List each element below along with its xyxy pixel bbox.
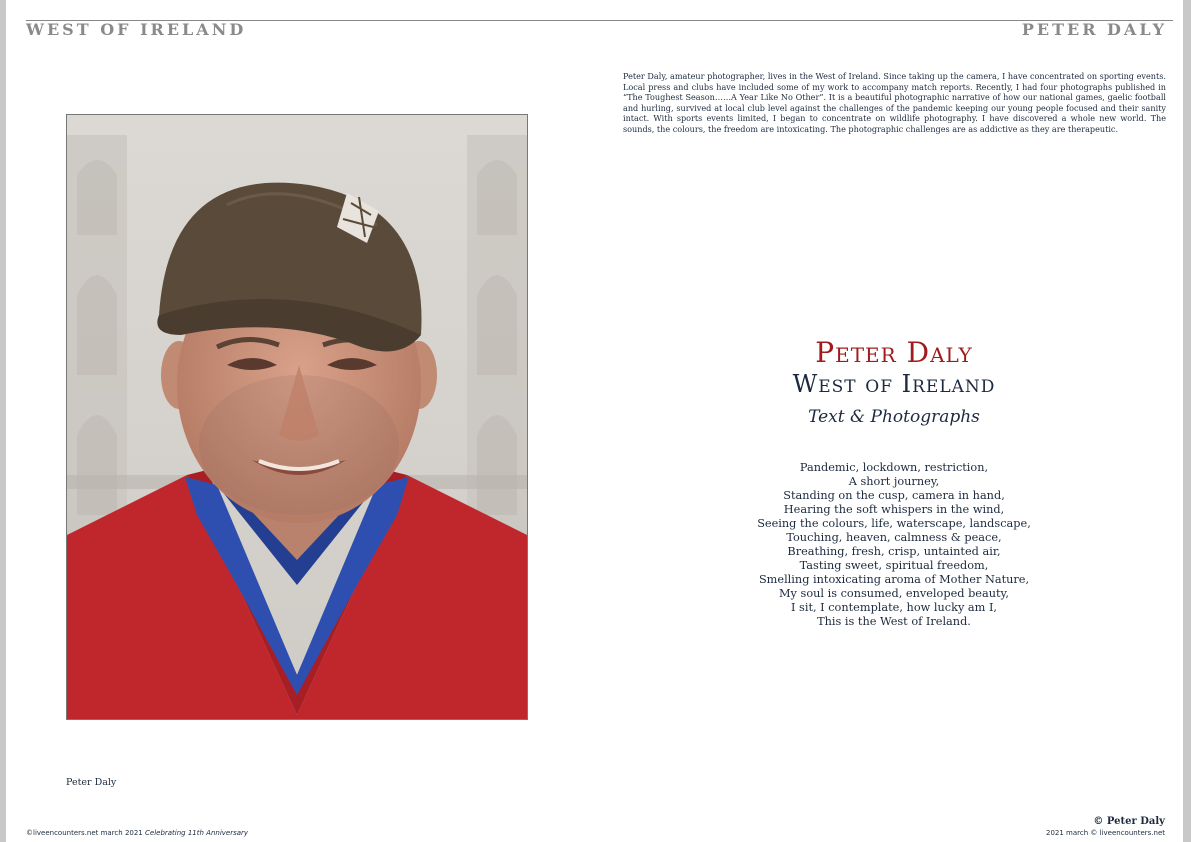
photo-caption: Peter Daly	[66, 777, 117, 788]
intro-paragraph: Peter Daly, amateur photographer, lives in the West of Ireland. Since taking up the camera, I have concentrated on sporting events. Local press and clubs have included some of my work to accompany match reports. Recently, I had four photographs published in “The Toughest Season……A Year Like No Other”. It is a beautiful photographic narrative of how our national games, gaelic football and hurling, survived at local club level against the challenges of the pandemic keeping our young people focused and their sanity intact. With sports events limited, I began to concentrate on wildlife photography. I have discovered a whole new world. The sounds, the colours, the freedom are intoxicating. The photographic challenges are as addictive as they are therapeutic.	[623, 71, 1166, 134]
article-title-name: Peter Daly	[815, 336, 973, 369]
poem-line: My soul is consumed, enveloped beauty,	[778, 587, 1010, 600]
header-author-name: PETER DALY	[1021, 20, 1167, 39]
footer-copyright: ©liveencounters.net march 2021	[26, 829, 143, 837]
poem-line: Touching, heaven, calmness & peace,	[786, 531, 1002, 544]
portrait-illustration	[67, 115, 527, 719]
footer-left	[26, 829, 248, 837]
portrait-photo	[66, 114, 528, 720]
article-title-place: West of Ireland	[792, 370, 996, 398]
poem-line: Standing on the cusp, camera in hand,	[783, 489, 1005, 502]
footer-right: 2021 march © liveencounters.net	[1046, 829, 1165, 837]
poem	[606, 461, 1182, 629]
footer-anniversary: Celebrating 11th Anniversary	[145, 829, 249, 837]
poem-line: Breathing, fresh, crisp, untainted air,	[787, 545, 1001, 558]
poem-line: A short journey,	[848, 475, 940, 488]
header-section-title: WEST OF IRELAND	[26, 20, 247, 39]
poem-line: Tasting sweet, spiritual freedom,	[799, 559, 989, 572]
article-subtitle: Text & Photographs	[808, 407, 980, 427]
poem-line: Seeing the colours, life, waterscape, landscape,	[757, 517, 1031, 530]
photo-credit: © Peter Daly	[1093, 816, 1165, 827]
poem-line: Smelling intoxicating aroma of Mother Nature,	[758, 573, 1030, 586]
poem-line: Hearing the soft whispers in the wind,	[783, 503, 1005, 516]
poem-line: I sit, I contemplate, how lucky am I,	[790, 601, 998, 614]
magazine-spread	[6, 0, 1183, 842]
poem-line: Pandemic, lockdown, restriction,	[799, 461, 989, 474]
poem-line: This is the West of Ireland.	[817, 615, 971, 628]
